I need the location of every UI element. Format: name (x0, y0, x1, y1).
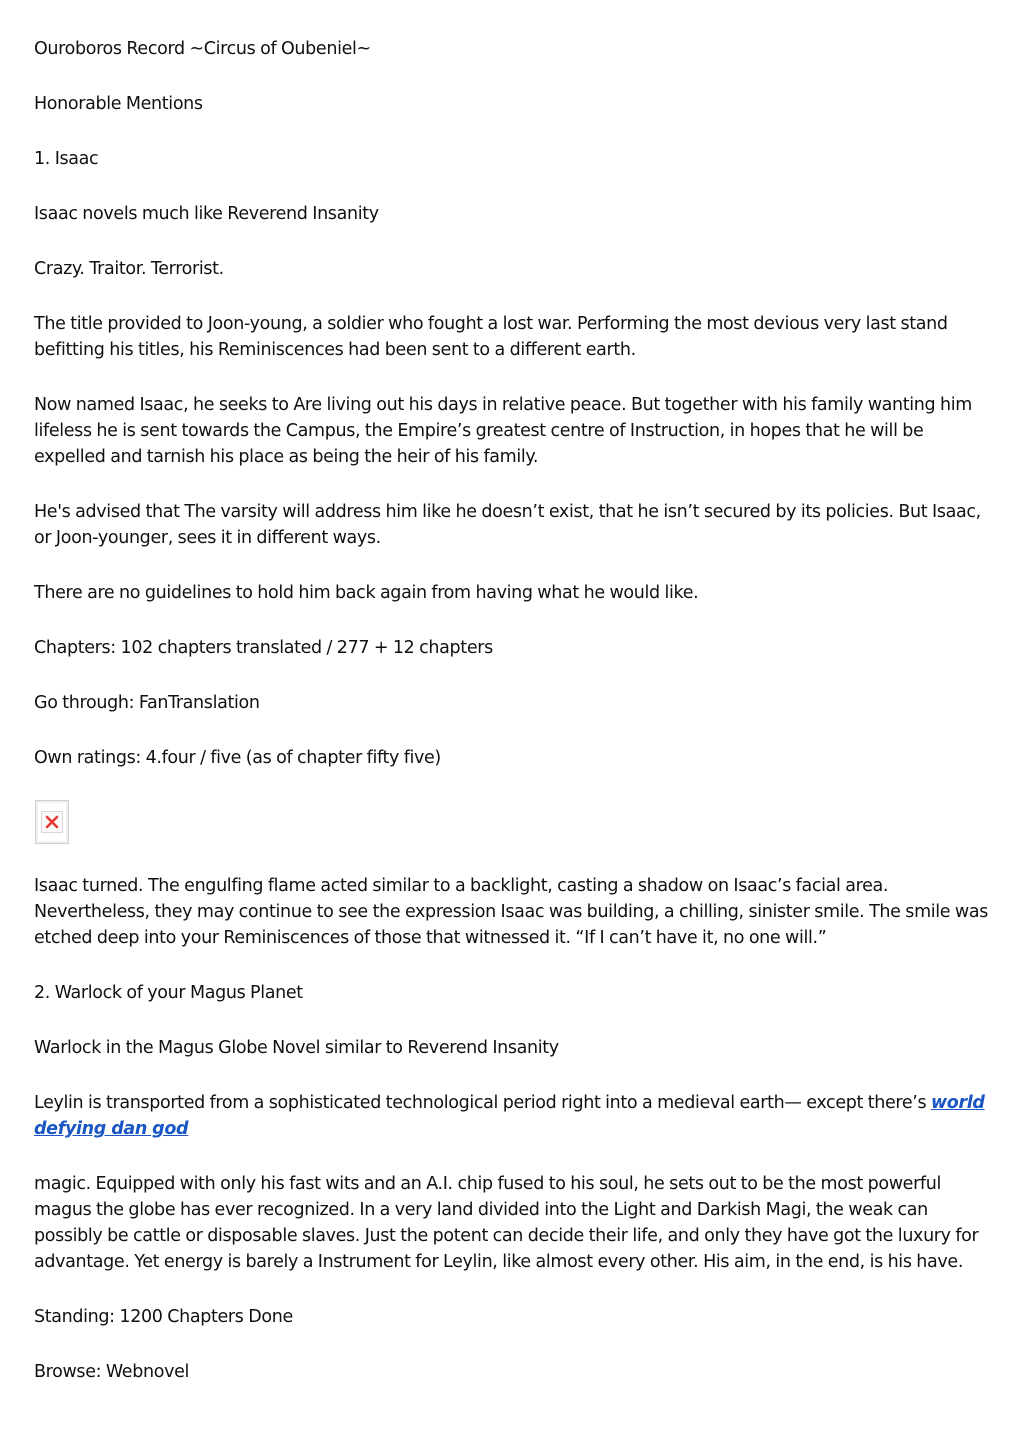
paragraph: Isaac turned. The engulfing flame acted similar to a backlight, casting a shadow on Isaac’s facial area. Nevertheless, they may continue to see the expression Isaac was building, a chilling, sinister smile. The smile was etched deep into your Reminiscences of those that witnessed it. “If I can’t have it, no one will.” (34, 876, 989, 948)
browse-source: Browse: Webnovel (34, 1362, 190, 1382)
rating-info: Own ratings: 4.four / five (as of chapter fifty five) (34, 748, 441, 768)
paragraph: There are no guidelines to hold him back again from having what he would like. (34, 583, 699, 603)
close-icon (45, 815, 59, 829)
status-info: Standing: 1200 Chapters Done (34, 1307, 293, 1327)
read-source: Go through: FanTranslation (34, 693, 260, 713)
paragraph: He's advised that The varsity will address him like he doesn’t exist, that he isn’t secured by its policies. But Isaac, or Joon-younger, sees it in different ways. (34, 502, 981, 548)
paragraph: magic. Equipped with only his fast wits and an A.I. chip fused to his soul, he sets out to be the most powerful magus the globe has ever recognized. In a very land divided into the Light and Darkish Magi, the weak can possibly be cattle or disposable slaves. Just the potent can decide their life, and only they have got the luxury for advantage. Yet energy is barely a Instrument for Leylin, like almost every other. His aim, in the end, is his have. (34, 1174, 979, 1272)
paragraph: The title provided to Joon-young, a soldier who fought a lost war. Performing the most devious very last stand befitting his titles, his Reminiscences had been sent to a different earth. (34, 314, 948, 360)
paragraph-text: Leylin is transported from a sophisticated technological period right into a medieval earth— except there’s (34, 1093, 931, 1113)
paragraph: Isaac novels much like Reverend Insanity (34, 204, 379, 224)
broken-image (35, 800, 69, 844)
paragraph: Now named Isaac, he seeks to Are living out his days in relative peace. But together with his family wanting him lifeless he is sent towards the Campus, the Empire’s greatest centre of Instruction, in hopes that he will be expelled and tarnish his place as being the heir of his family. (34, 395, 972, 467)
paragraph: Crazy. Traitor. Terrorist. (34, 259, 224, 279)
world-defying-dan-god-link[interactable]: world defying dan god (34, 1093, 985, 1139)
paragraph-with-link (34, 1090, 990, 1142)
list-item-heading: 1. Isaac (34, 149, 99, 169)
paragraph: Warlock in the Magus Globe Novel similar to Reverend Insanity (34, 1038, 559, 1058)
broken-image-icon (41, 811, 63, 833)
chapters-info: Chapters: 102 chapters translated / 277 + 12 chapters (34, 638, 493, 658)
list-item-heading: 2. Warlock of your Magus Planet (34, 983, 303, 1003)
document-title: Ouroboros Record ~Circus of Oubeniel~ (34, 39, 371, 59)
section-heading: Honorable Mentions (34, 94, 203, 114)
